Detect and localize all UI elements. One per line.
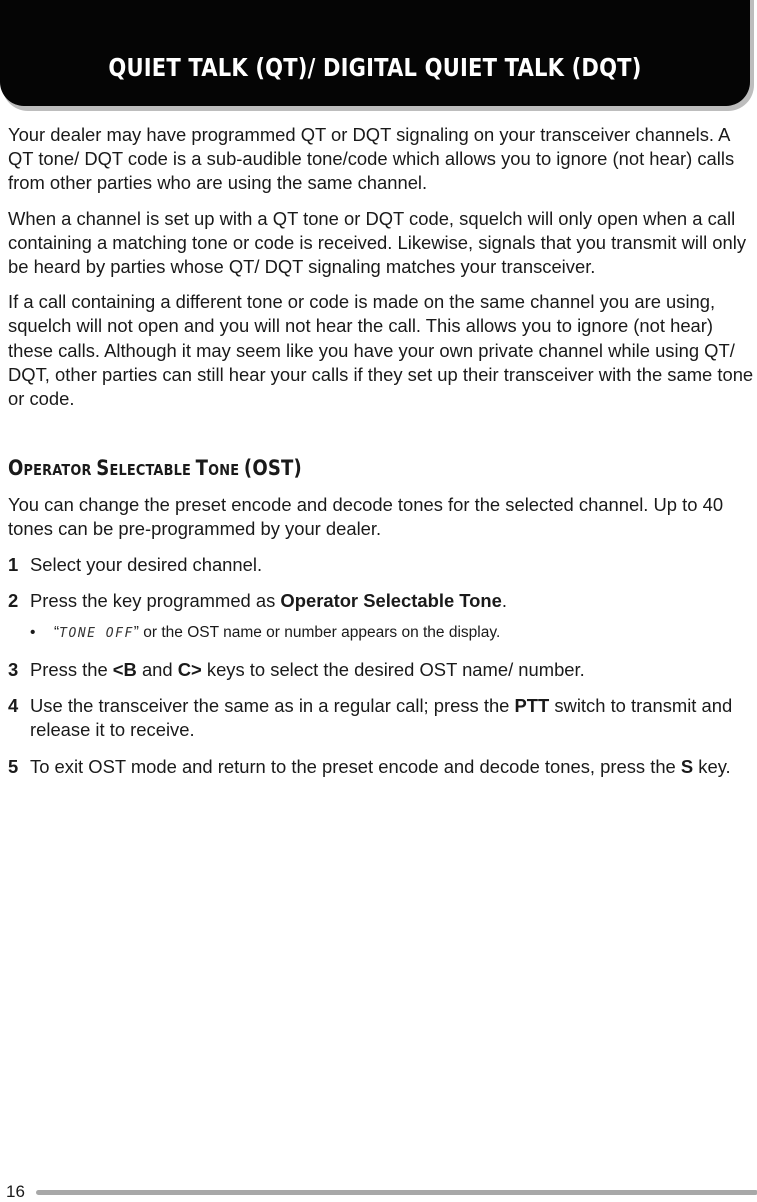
text-run: and — [136, 659, 178, 681]
step-text — [30, 553, 756, 577]
step-item — [8, 589, 756, 613]
key-name: Operator Selectable Tone — [280, 589, 502, 611]
intro-paragraph-2: When a channel is set up with a QT tone or DQT code, squelch will only open when a call containing a matching tone or code is received. Likewise, signals that you transmit will only be heard by parties whose QT/ DQT signaling matches your transceiver. — [8, 207, 747, 278]
step-text — [30, 658, 756, 682]
text-run: ” or the OST name or number appears on the display. — [133, 624, 501, 642]
step-note — [30, 623, 756, 644]
display-readout: TONE OFF — [59, 626, 134, 642]
text-run: Press the — [30, 659, 113, 681]
section-intro: You can change the preset encode and decode tones for the selected channel. Up to 40 tones can be pre-programmed by your dealer. — [8, 494, 724, 540]
text-run: key. — [693, 755, 731, 777]
steps-list — [8, 553, 756, 779]
step-item — [8, 658, 756, 682]
text-run: “ — [54, 624, 60, 642]
intro-paragraph-3: If a call containing a different tone or code is made on the same channel you are using, squelch will not open and you will not hear the call. This allows you to ignore (not hear) these calls. Although it may seem like you have your own private channel while using QT/ DQT, other parties can still hear your calls if they set up their transceiver with the same tone or code. — [8, 291, 754, 410]
step-number: 3 — [8, 659, 19, 681]
step-text — [30, 755, 756, 779]
key-name: C> — [177, 659, 202, 681]
text-run: keys to select the desired OST name/ number. — [201, 659, 585, 681]
page-title: QUIET TALK (QT)/ DIGITAL QUIET TALK (DQT) — [108, 53, 642, 82]
heading-part: ONE — [208, 461, 244, 480]
bullet-icon: • — [30, 624, 36, 642]
step-item — [8, 553, 756, 577]
footer-rule — [36, 1190, 757, 1195]
page-content — [8, 123, 756, 791]
heading-part: PERATOR — [23, 461, 97, 480]
heading-part: O — [8, 456, 24, 481]
heading-part: (OST) — [243, 456, 302, 481]
key-name: <B — [112, 659, 137, 681]
key-name: PTT — [514, 695, 550, 717]
intro-paragraph-1: Your dealer may have programmed QT or DQT signaling on your transceiver channels. A QT tone/ DQT code is a sub-audible tone/code which allows you to ignore (not hear) calls from other parties who are using the same channel. — [8, 124, 735, 194]
step-number: 2 — [8, 589, 19, 611]
step-number: 1 — [8, 553, 19, 575]
step-item — [8, 755, 756, 779]
key-name: S — [680, 755, 694, 777]
heading-part: T — [195, 456, 209, 481]
heading-part: S — [96, 456, 110, 481]
text-run: Use the transceiver the same as in a regular call; press the — [30, 695, 515, 717]
text-run: Select your desired channel. — [30, 553, 263, 575]
page-number: 16 — [6, 1182, 25, 1201]
page-header-banner — [0, 0, 750, 106]
text-run: Press the key programmed as — [30, 589, 281, 611]
step-text — [30, 694, 756, 742]
step-item — [8, 694, 756, 742]
text-run: . — [501, 589, 507, 611]
text-run: To exit OST mode and return to the preset encode and decode tones, press the — [30, 755, 681, 777]
step-note-text — [54, 623, 500, 644]
step-number: 5 — [8, 755, 19, 777]
step-text — [30, 589, 756, 613]
section-heading — [8, 456, 651, 480]
step-number: 4 — [8, 695, 19, 717]
text-run: switch to transmit and release it to receive. — [30, 695, 733, 741]
heading-part: ELECTABLE — [109, 461, 196, 480]
